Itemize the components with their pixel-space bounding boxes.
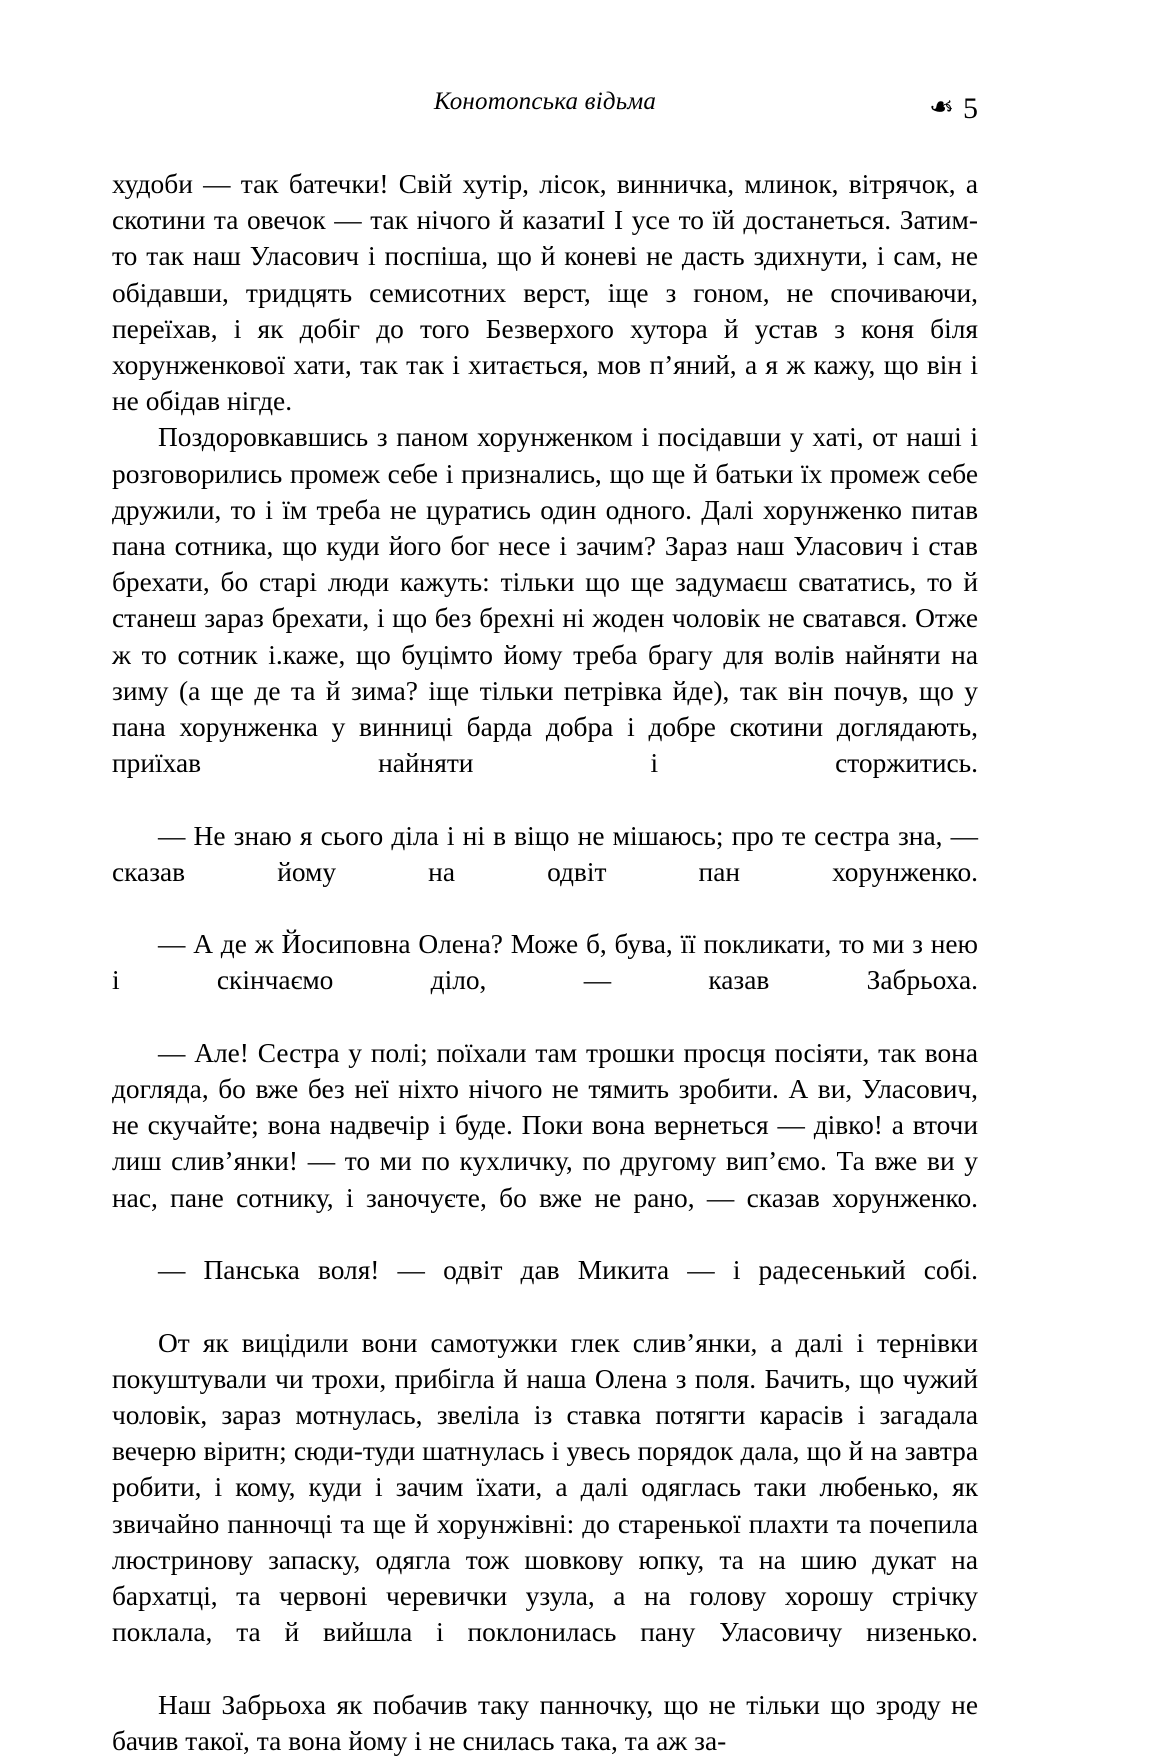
paragraph: — Не знаю я сього діла і ні в віщо не мішаюсь; про те сестра зна, — сказав йому на одвіт пан хорунженко. bbox=[112, 820, 978, 887]
body-text-block bbox=[112, 166, 978, 1759]
running-head-title: Конотопська відьма bbox=[433, 88, 657, 115]
paragraph: — Панська воля! — одвіт дав Микита — і радесенький собі. bbox=[158, 1255, 978, 1286]
paragraph: — Але! Сестра у полі; поїхали там трошки просця посіяти, так вона догляда, бо вже без неї ніхто нічого не тямить зробити. А ви, Уласович, не скучайте; вона надвечір і буде. Поки вона вернеться — дівко! а вточи лиш слив’янки! — то ми по кухличку, по другому вип’ємо. Та вже ви у нас, пане сотнику, і заночуєте, бо вже не рано, — сказав хорунженко. bbox=[112, 1037, 978, 1213]
paragraph: Наш Забрьоха як побачив таку панночку, що не тільки що зроду не бачив такої, та вона йому і не снилась така, та аж за- bbox=[112, 1689, 978, 1756]
folio bbox=[929, 88, 978, 130]
paragraph: От як вицідили вони самотужки глек слив’янки, а далі і тернівки покуштували чи трохи, прибігла й наша Олена з поля. Бачить, що чужий чоловік, зараз мотнулась, звеліла із ставка потягти карасів і загадала вечерю віритн; сюди-туди шатнулась і увесь порядок дала, що й на завтра робити, і кому, куди і зачим їхати, а далі одяглась таки любенько, як звичайно панночці та ще й хорунжівні: до старенької плахти та почепила люстринову запаску, одягла тож шовкову юпку, та на шию дукат на бархатці, та червоні черевички узула, а на голову хорошу стрічку поклала, та й вийшла і поклонилась пану Уласовичу низенько. bbox=[112, 1327, 978, 1648]
paragraph: — А де ж Йосиповна Олена? Може б, бува, її покликати, то ми з нею і скінчаємо діло, — казав Забрьоха. bbox=[112, 929, 978, 996]
fleuron-ornament-icon: ❧ bbox=[928, 91, 954, 124]
page-number: 5 bbox=[963, 92, 978, 125]
paragraph: худоби — так батечки! Свій хутір, лісок, винничка, млинок, вітрячок, а скотини та овечок — так нічого й казатиI I усе то їй достанеться. Затим-то так наш Уласович і поспіша, що й коневі не дасть здихнути, і сам, не обідавши, тридцять семисотних верст, іще з гоном, не спочиваючи, переїхав, і як добіг до того Безверхого хутора й устав з коня біля хорунженкової хати, так так і хитається, мов п’яний, а я ж кажу, що він і не обідав нігде. bbox=[112, 169, 978, 417]
paragraph: Поздоровкавшись з паном хорунженком і посідавши у хаті, от наші і розговорились промеж себе і признались, що ще й батьки їх промеж себе дружили, то і їм треба не цуратись один одного. Далі хорунженко питав пана сотника, що куди його бог несе і зачим? Зараз наш Уласович і став брехати, бо старі люди кажуть: тільки що ще задумаєш свататись, то й станеш зараз брехати, і що без брехні ні жоден чоловік не сватався. Отже ж то сотник і.каже, що буцімто йому треба брагу для волів найняти на зиму (а ще де та й зима? іще тільки петрівка йде), так він почув, що у пана хорунженка у винниці барда добра і добре скотини доглядають, приїхав найняти і сторжитись. bbox=[112, 422, 978, 779]
running-head bbox=[112, 88, 978, 130]
